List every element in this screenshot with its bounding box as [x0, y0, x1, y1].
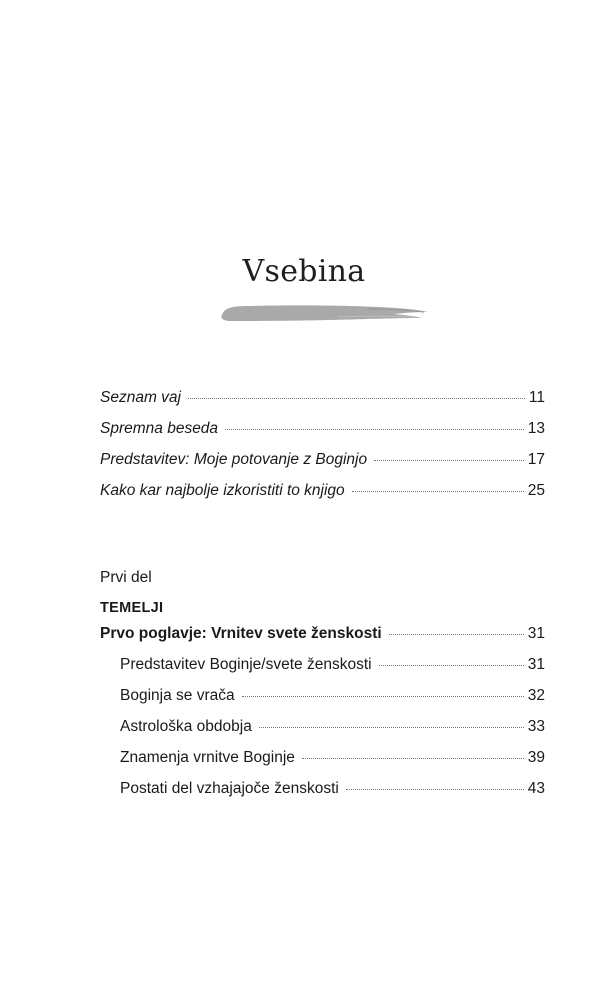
toc-entry[interactable]	[100, 389, 545, 420]
toc-chapter-entry[interactable]	[100, 625, 545, 656]
toc-entry-page: 31	[527, 656, 545, 673]
part-name: TEMELJI	[100, 600, 164, 616]
toc-section-entry[interactable]	[100, 656, 545, 687]
toc-entry-page: 33	[527, 718, 545, 735]
toc-entry-label: Astrološka obdobja	[120, 718, 252, 735]
toc-section-entry[interactable]	[100, 687, 545, 718]
part-label: Prvi del	[100, 569, 152, 586]
toc-entry-page: 39	[527, 749, 545, 766]
toc-entry-label: Prvo poglavje: Vrnitev svete ženskosti	[100, 625, 382, 642]
toc-entry-page: 11	[528, 389, 545, 406]
dot-leader	[352, 491, 524, 492]
toc-entry[interactable]	[100, 482, 545, 513]
toc-entry[interactable]	[100, 420, 545, 451]
dot-leader	[346, 789, 524, 790]
toc-section-entry[interactable]	[100, 780, 545, 811]
dot-leader	[188, 398, 525, 399]
dot-leader	[379, 665, 524, 666]
toc-entry-label: Postati del vzhajajoče ženskosti	[120, 780, 339, 797]
dot-leader	[259, 727, 524, 728]
toc-entry-page: 13	[527, 420, 545, 437]
toc-entry-page: 17	[527, 451, 545, 468]
toc-entry-label: Spremna beseda	[100, 420, 219, 437]
toc-entry[interactable]	[100, 451, 545, 482]
toc-entry-page: 43	[527, 780, 545, 797]
toc-entry-page: 25	[527, 482, 545, 499]
dot-leader	[225, 429, 524, 430]
toc-section-entry[interactable]	[100, 749, 545, 780]
dot-leader	[389, 634, 524, 635]
front-matter-list	[100, 389, 545, 513]
page-title: Vsebina	[242, 254, 366, 289]
dot-leader	[374, 460, 524, 461]
dot-leader	[302, 758, 524, 759]
toc-entry-label: Znamenja vrnitve Boginje	[120, 749, 295, 766]
chapter-list	[100, 625, 545, 811]
toc-entry-label: Predstavitev: Moje potovanje z Boginjo	[100, 451, 368, 468]
toc-entry-page: 31	[527, 625, 545, 642]
brush-stroke-divider	[218, 299, 430, 327]
toc-entry-label: Seznam vaj	[100, 389, 181, 406]
toc-entry-label: Boginja se vrača	[120, 687, 235, 704]
toc-entry-label: Kako kar najbolje izkoristiti to knjigo	[100, 482, 345, 499]
toc-entry-page: 32	[527, 687, 545, 704]
toc-entry-label: Predstavitev Boginje/svete ženskosti	[120, 656, 372, 673]
toc-section-entry[interactable]	[100, 718, 545, 749]
dot-leader	[242, 696, 524, 697]
